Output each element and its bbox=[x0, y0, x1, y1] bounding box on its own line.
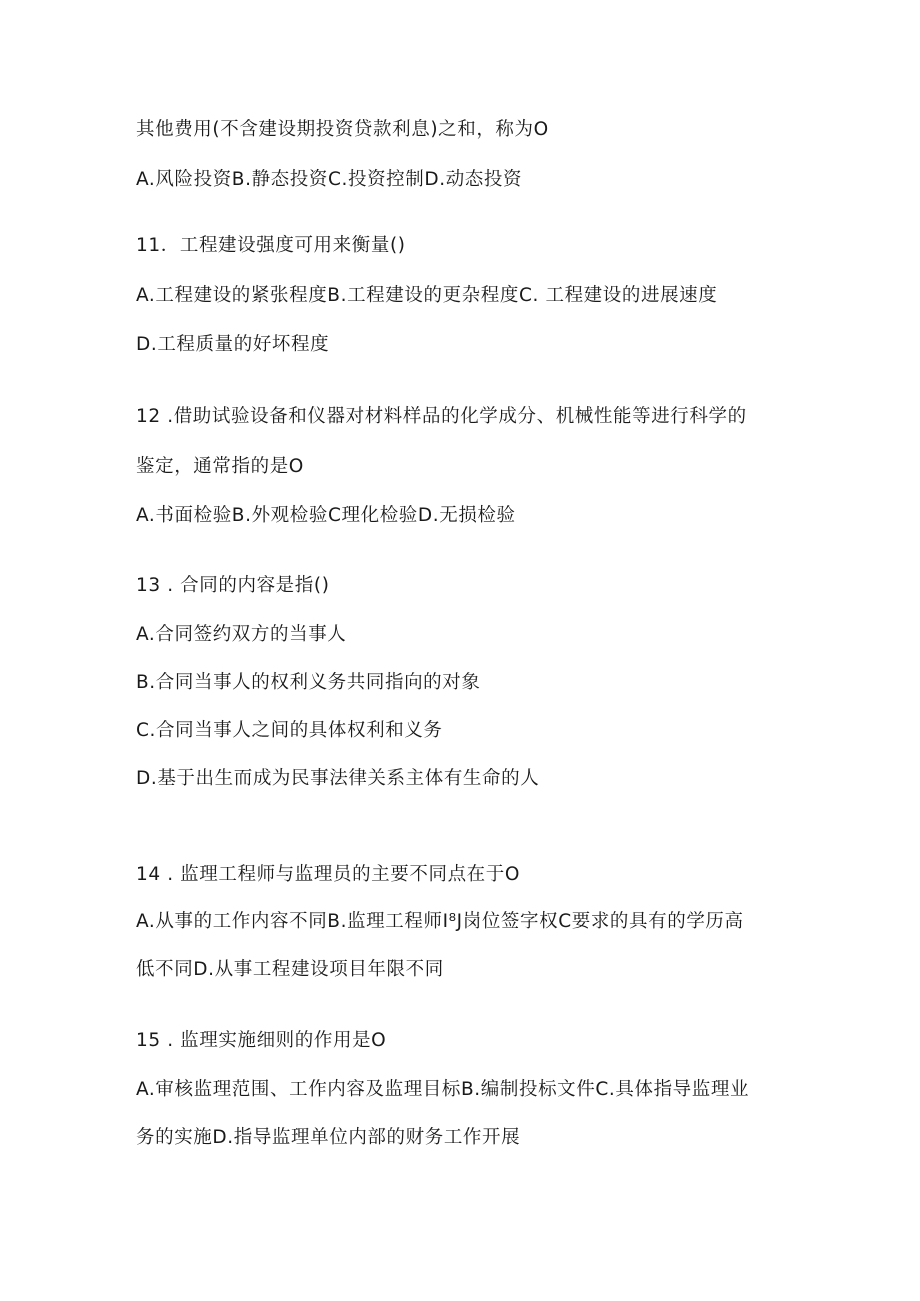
question-15-options-line-1: A.审核监理范围、工作内容及监理目标B.编制投标文件C.具体指导监理业 bbox=[136, 1079, 750, 1100]
question-12-stem-line-2: 鉴定，通常指的是O bbox=[136, 456, 304, 477]
question-14-stem: 14 . 监理工程师与监理员的主要不同点在于O bbox=[136, 864, 521, 885]
question-12-options: A.书面检验B.外观检验C理化检验D.无损检验 bbox=[136, 505, 516, 526]
question-13-option-b: B.合同当事人的权利义务共同指向的对象 bbox=[136, 672, 481, 693]
question-15-options-line-2: 务的实施D.指导监理单位内部的财务工作开展 bbox=[136, 1127, 521, 1148]
question-15-stem: 15 . 监理实施细则的作用是O bbox=[136, 1030, 387, 1051]
question-10-stem-continuation: 其他费用(不含建设期投资贷款利息)之和，称为O bbox=[136, 119, 549, 140]
question-13-option-c: C.合同当事人之间的具体权利和义务 bbox=[136, 720, 443, 741]
question-10-options: A.风险投资B.静态投资C.投资控制D.动态投资 bbox=[136, 169, 523, 190]
question-12-stem-line-1: 12 .借助试验设备和仪器对材料样品的化学成分、机械性能等进行科学的 bbox=[136, 406, 747, 427]
question-13-option-a: A.合同签约双方的当事人 bbox=[136, 624, 347, 645]
question-11-options-line-2: D.工程质量的好坏程度 bbox=[136, 334, 330, 355]
question-13-option-d: D.基于出生而成为民事法律关系主体有生命的人 bbox=[136, 768, 540, 789]
question-11-options-line-1: A.工程建设的紧张程度B.工程建设的更杂程度C. 工程建设的进展速度 bbox=[136, 285, 718, 306]
question-14-options-line-1: A.从事的工作内容不同B.监理工程师I⁸J岗位签字权C要求的具有的学历高 bbox=[136, 911, 744, 932]
question-14-options-line-2: 低不同D.从事工程建设项目年限不同 bbox=[136, 959, 444, 980]
question-13-stem: 13 . 合同的内容是指() bbox=[136, 575, 330, 596]
question-11-stem: 11．工程建设强度可用来衡量() bbox=[136, 235, 406, 256]
